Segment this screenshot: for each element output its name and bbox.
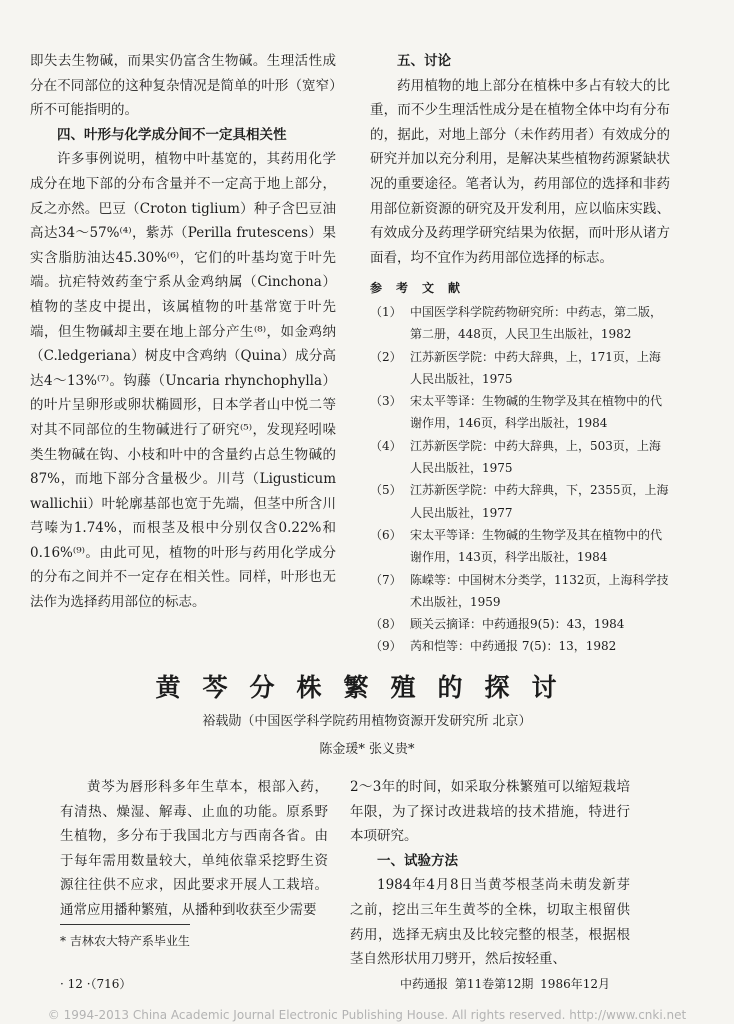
section-heading-1: 一、试验方法	[377, 852, 458, 869]
reference-item: （4） 江苏新医学院：中药大辞典，上，503页，上海人民出版社，1975	[370, 438, 661, 476]
article-right-column	[350, 775, 630, 972]
reference-item: （5） 江苏新医学院：中药大辞典，下，2355页，上海人民出版社，1977	[370, 483, 669, 520]
reference-item: （9） 芮和恺等：中药通报 7(5)：13，1982	[370, 639, 617, 654]
footnote: * 吉林农大特产系毕业生	[60, 934, 190, 948]
reference-item: （2） 江苏新医学院：中药大辞典，上，171页，上海人民出版社，1975	[370, 349, 661, 386]
section-heading-4: 四、叶形与化学成分间不一定具相关性	[57, 126, 287, 143]
reference-item: （1） 中国医学科学院药物研究所：中药志，第二版，第二册，448页，人民卫生出版社，1982	[370, 304, 663, 342]
page-number: · 12 ·（716）	[60, 977, 132, 991]
reference-item: （8） 顾关云摘译：中药通报9(5)：43，1984	[370, 617, 625, 632]
article-left-column	[60, 775, 328, 923]
intro-text-right: 2～3年的时间，如采取分株繁殖可以缩短栽培年限，为了探讨改进栽培的技术措施，特进行本项研究。	[350, 779, 630, 845]
reference-item: （7） 陈嵘等：中国树木分类学，1132页，上海科学技术出版社，1959	[370, 572, 669, 609]
copyright-watermark: © 1994-2013 China Academic Journal Electronic Publishing House. All rights reserved. http://www.cnki.net	[47, 1008, 687, 1022]
article-title: 黄芩分株繁殖的探讨	[155, 673, 579, 702]
intro-text-left: 黄芩为唇形科多年生草本，根部入药，有清热、燥湿、解毒、止血的功能。原系野生植物，多分布于我国北方与西南各省。由于每年需用数量较大，单纯依靠采挖野生资源往往供不应求，因此要求开展人工栽培。通常应用播种繁殖，从播种到收获至少需要	[60, 779, 328, 918]
references-title: 参考文献	[370, 281, 475, 296]
section-heading-5: 五、讨论	[397, 53, 451, 69]
continuation-text: 即失去生物碱，而果实仍富含生物碱。生理活性成分在不同部位的这种复杂情况是简单的叶形（宽窄）所不可能指明的。	[30, 53, 336, 119]
right-column	[370, 49, 670, 658]
journal-info: 中药通报 第11卷第12期 1986年12月	[400, 977, 610, 991]
reference-list	[370, 301, 670, 658]
authors-line-2: 陈金瑗* 张义贵*	[319, 742, 415, 757]
section-body-4: 许多事例说明，植物中叶基宽的，其药用化学成分在地下部的分布含量并不一定高于地上部分，反之亦然。巴豆（Croton tiglium）种子含巴豆油高达34～57%⁽⁴⁾，紫苏（Perilla frutescens）果实含脂肪油达45.30%⁽⁶⁾，它们的叶基均宽于叶先端。抗疟特效药奎宁系从金鸡纳属（Cinchona）植物的茎皮中提出，该属植物的叶基常宽于叶先端，但生物碱却主要在地上部分产生⁽⁸⁾，如金鸡纳（C.ledgeriana）树皮中含鸡纳（Quina）成分高达4～13%⁽⁷⁾。钩藤（Uncaria rhynchophylla）的叶片呈卵形或卵状椭圆形，日本学者山中悦二等对其不同部位的生物碱进行了研究⁽⁵⁾，发现羟吲哚类生物碱在钩、小枝和叶中的含量约占总生物碱的87%，而地下部分含量极少。川芎（Ligusticum wallichii）叶轮廓基部也宽于先端，但茎中所含川芎嗪为1.74%，而根茎及根中分别仅含0.22%和0.16%⁽⁹⁾。由此可见，植物的叶形与药用化学成分的分布之间并不一定存在相关性。同样，叶形也无法作为选择药用部位的标志。	[30, 151, 336, 611]
authors-line-1: 裕载勋（中国医学科学院药用植物资源开发研究所 北京）	[202, 714, 532, 729]
reference-item: （3） 宋太平等译：生物碱的生物学及其在植物中的代谢作用，146页，科学出版社，1984	[370, 394, 663, 431]
reference-item: （6） 宋太平等译：生物碱的生物学及其在植物中的代谢作用，143页，科学出版社，1984	[370, 527, 663, 565]
section-body-1: 1984年4月8日当黄芩根茎尚未萌发新芽之前，挖出三年生黄芩的全株，切取主根留供药用，选择无病虫及比较完整的根茎，根据根茎自然形状用刀劈开，然后按轻重、	[350, 877, 630, 968]
left-column	[30, 49, 336, 615]
footnote-divider	[60, 924, 190, 925]
section-body-5: 药用植物的地上部分在植株中多占有较大的比重，而不少生理活性成分是在植物全体中均有分布的，据此，对地上部分（未作药用者）有效成分的研究并加以充分利用，是解决某些植物药源紧缺状况的重要途径。笔者认为，药用部位的选择和非药用部位新资源的研究及开发利用，应以临床实践、有效成分及药理学研究结果为依据，而叶形从诸方面看，均不宜作为药用部位选择的标志。	[370, 77, 670, 266]
